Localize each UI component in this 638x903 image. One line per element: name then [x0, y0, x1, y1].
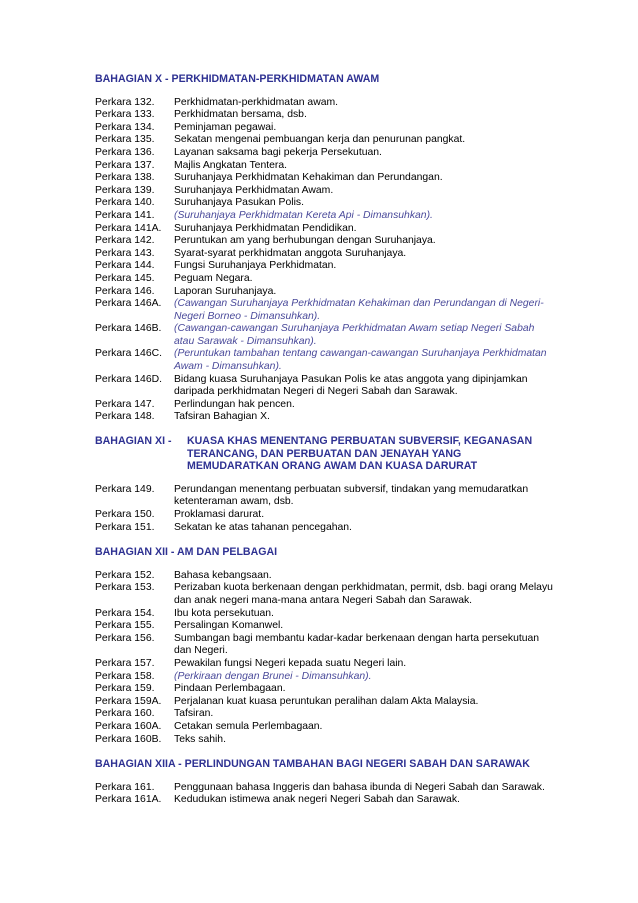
- article-number: Perkara 137.: [95, 159, 155, 171]
- article-title: Perkhidmatan-perkhidmatan awam.: [174, 96, 339, 108]
- article-row: [95, 509, 555, 522]
- article-number: Perkara 134.: [95, 121, 155, 133]
- part-xi-label: BAHAGIAN XI -: [95, 435, 172, 448]
- article-number: Perkara 132.: [95, 96, 155, 108]
- article-title: Perkhidmatan bersama, dsb.: [174, 109, 307, 121]
- article-number: Perkara 146B.: [95, 323, 162, 335]
- article-title: Suruhanjaya Perkhidmatan Kehakiman dan Perundangan.: [174, 172, 443, 184]
- article-row: [95, 608, 555, 621]
- article-title: Bahasa kebangsaan.: [174, 569, 272, 581]
- article-number: Perkara 142.: [95, 235, 155, 247]
- article-title: Suruhanjaya Perkhidmatan Pendidikan.: [174, 222, 357, 234]
- article-title: Laporan Suruhanjaya.: [174, 285, 277, 297]
- article-title: Perundangan menentang perbuatan subversif, tindakan yang memudaratkan ketenteraman awam, dsb.: [174, 483, 529, 508]
- article-number: Perkara 136.: [95, 146, 155, 158]
- article-row: [95, 696, 555, 709]
- part-xii-heading: BAHAGIAN XII - AM DAN PELBAGAI: [95, 546, 278, 559]
- article-title: Pindaan Perlembagaan.: [174, 683, 286, 695]
- article-number: Perkara 154.: [95, 607, 155, 619]
- article-row: [95, 260, 555, 273]
- article-row: [95, 223, 555, 236]
- article-number: Perkara 158.: [95, 670, 155, 682]
- article-title: Tafsiran.: [174, 708, 214, 720]
- article-title: Pewakilan fungsi Negeri kepada suatu Negeri lain.: [174, 657, 407, 669]
- repealed-article-title: (Peruntukan tambahan tentang cawangan-cawangan Suruhanjaya Perkhidmatan Awam - Dimansuhkan).: [174, 348, 547, 373]
- article-number: Perkara 141.: [95, 209, 155, 221]
- article-row: [95, 484, 555, 509]
- article-number: Perkara 160.: [95, 708, 155, 720]
- article-row: [95, 109, 555, 122]
- article-number: Perkara 150.: [95, 509, 155, 520]
- repealed-article-title: (Perkiraan dengan Brunei - Dimansuhkan).: [174, 670, 372, 682]
- article-number: Perkara 153.: [95, 582, 155, 594]
- article-number: Perkara 148.: [95, 411, 155, 423]
- article-row: [95, 782, 555, 795]
- article-number: Perkara 139.: [95, 184, 155, 196]
- article-title: Peminjaman pegawai.: [174, 121, 277, 133]
- article-row: [95, 708, 555, 721]
- repealed-article-title: (Suruhanjaya Perkhidmatan Kereta Api - Dimansuhkan).: [174, 209, 433, 221]
- article-row: [95, 522, 555, 535]
- article-title: Bidang kuasa Suruhanjaya Pasukan Polis ke atas anggota yang dipinjamkan daripada perkhidmatan Negeri di Negeri Sabah dan Sarawak.: [174, 373, 528, 398]
- article-number: Perkara 156.: [95, 632, 155, 644]
- article-number: Perkara 157.: [95, 657, 155, 669]
- article-number: Perkara 138.: [95, 172, 155, 184]
- part-xi-heading: [95, 435, 555, 473]
- article-row: [95, 374, 555, 399]
- article-number: Perkara 143.: [95, 247, 155, 259]
- document-page: [95, 70, 555, 807]
- article-title: Fungsi Suruhanjaya Perkhidmatan.: [174, 260, 337, 272]
- article-number: Perkara 135.: [95, 134, 155, 146]
- part-x-articles: [95, 97, 555, 424]
- article-row: [95, 197, 555, 210]
- article-row: [95, 411, 555, 424]
- article-title: Perjalanan kuat kuasa peruntukan peralihan dalam Akta Malaysia.: [174, 695, 479, 707]
- article-row: [95, 235, 555, 248]
- article-title: Syarat-syarat perkhidmatan anggota Suruhanjaya.: [174, 247, 407, 259]
- part-xiia-heading: BAHAGIAN XIIA - PERLINDUNGAN TAMBAHAN BAGI NEGERI SABAH DAN SARAWAK: [95, 758, 530, 771]
- article-row: [95, 582, 555, 607]
- article-row: [95, 172, 555, 185]
- article-number: Perkara 146D.: [95, 373, 162, 385]
- repealed-article-title: (Cawangan-cawangan Suruhanjaya Perkhidmatan Awam setiap Negeri Sabah atau Sarawak - Dimansuhkan).: [174, 323, 535, 347]
- article-title: Perizaban kuota berkenaan dengan perkhidmatan, permit, dsb. bagi orang Melayu dan anak negeri mana-mana antara Negeri Sabah dan Sarawak.: [174, 582, 553, 606]
- article-title: Perlindungan hak pencen.: [174, 398, 295, 410]
- article-number: Perkara 144.: [95, 260, 155, 272]
- article-row: [95, 620, 555, 633]
- article-title: Sekatan ke atas tahanan pencegahan.: [174, 521, 352, 533]
- article-row: [95, 658, 555, 671]
- article-number: Perkara 160B.: [95, 733, 162, 745]
- article-row: [95, 734, 555, 747]
- article-row: [95, 298, 555, 323]
- article-number: Perkara 146.: [95, 285, 155, 297]
- article-number: Perkara 161A.: [95, 794, 162, 806]
- article-row: [95, 147, 555, 160]
- article-title: Ibu kota persekutuan.: [174, 607, 274, 619]
- article-title: Tafsiran Bahagian X.: [174, 411, 270, 423]
- part-xi-title: KUASA KHAS MENENTANG PERBUATAN SUBVERSIF, KEGANASAN TERANCANG, DAN PERBUATAN DAN JENAYAH YANG MEMUDARATKAN ORANG AWAM DAN KUASA DARURAT: [187, 435, 533, 473]
- article-title: Majlis Angkatan Tentera.: [174, 159, 288, 171]
- article-title: Persalingan Komanwel.: [174, 620, 284, 632]
- article-title: Penggunaan bahasa Inggeris dan bahasa ibunda di Negeri Sabah dan Sarawak.: [174, 781, 545, 793]
- article-number: Perkara 159A.: [95, 695, 162, 707]
- article-row: [95, 794, 555, 807]
- article-title: Proklamasi darurat.: [174, 509, 265, 520]
- article-title: Suruhanjaya Perkhidmatan Awam.: [174, 184, 334, 196]
- article-row: [95, 248, 555, 261]
- article-row: [95, 97, 555, 110]
- article-number: Perkara 146A.: [95, 298, 162, 310]
- article-row: [95, 683, 555, 696]
- article-number: Perkara 159.: [95, 683, 155, 695]
- article-row: [95, 671, 555, 684]
- article-title: Sekatan mengenai pembuangan kerja dan penurunan pangkat.: [174, 134, 466, 146]
- article-row: [95, 633, 555, 658]
- article-row: [95, 323, 555, 348]
- article-number: Perkara 160A.: [95, 720, 162, 732]
- article-row: [95, 721, 555, 734]
- article-title: Suruhanjaya Pasukan Polis.: [174, 197, 304, 209]
- article-row: [95, 348, 555, 373]
- article-number: Perkara 155.: [95, 620, 155, 632]
- article-number: Perkara 152.: [95, 569, 155, 581]
- article-number: Perkara 161.: [95, 781, 155, 793]
- article-number: Perkara 151.: [95, 521, 155, 533]
- article-row: [95, 286, 555, 299]
- article-title: Peguam Negara.: [174, 272, 253, 284]
- article-number: Perkara 140.: [95, 197, 155, 209]
- article-title: Layanan saksama bagi pekerja Persekutuan.: [174, 146, 382, 158]
- article-row: [95, 122, 555, 135]
- article-number: Perkara 133.: [95, 109, 155, 121]
- article-row: [95, 210, 555, 223]
- article-number: Perkara 141A.: [95, 222, 162, 234]
- part-xii-articles: [95, 570, 555, 746]
- article-title: Peruntukan am yang berhubungan dengan Suruhanjaya.: [174, 235, 436, 247]
- part-xiia-articles: [95, 782, 555, 807]
- article-number: Perkara 146C.: [95, 348, 162, 360]
- part-xi-articles: [95, 484, 555, 534]
- article-title: Cetakan semula Perlembagaan.: [174, 720, 323, 732]
- article-number: Perkara 147.: [95, 398, 155, 410]
- article-number: Perkara 145.: [95, 272, 155, 284]
- article-title: Kedudukan istimewa anak negeri Negeri Sabah dan Sarawak.: [174, 794, 460, 806]
- article-number: Perkara 149.: [95, 483, 155, 495]
- article-title: Sumbangan bagi membantu kadar-kadar berkenaan dengan harta persekutuan dan Negeri.: [174, 632, 540, 657]
- part-x-heading: BAHAGIAN X - PERKHIDMATAN-PERKHIDMATAN AWAM: [95, 73, 380, 85]
- article-title: Teks sahih.: [174, 733, 226, 745]
- repealed-article-title: (Cawangan Suruhanjaya Perkhidmatan Kehakiman dan Perundangan di Negeri-Negeri Borneo - Dimansuhkan).: [174, 298, 544, 322]
- article-row: [95, 185, 555, 198]
- article-row: [95, 134, 555, 147]
- article-row: [95, 399, 555, 412]
- article-row: [95, 273, 555, 286]
- article-row: [95, 160, 555, 173]
- article-row: [95, 570, 555, 583]
